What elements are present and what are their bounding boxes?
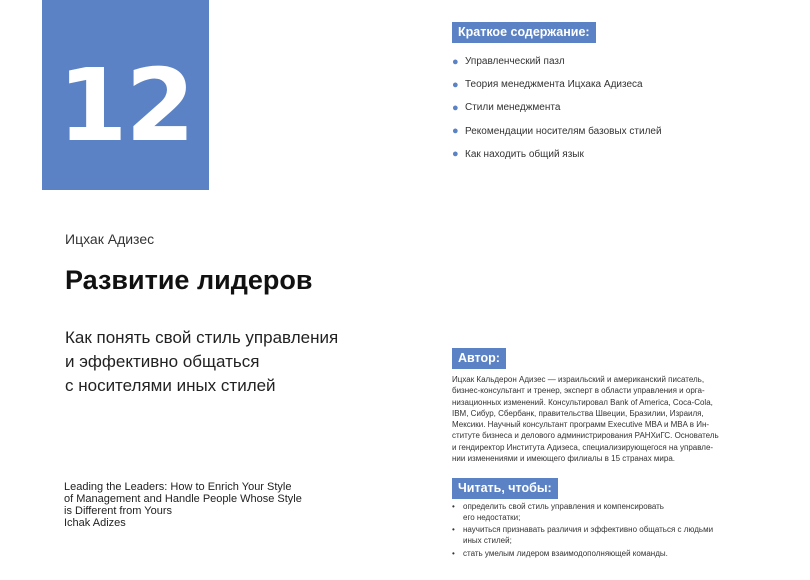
chapter-number-block [42,0,209,190]
read-item: • научиться признавать различия и эффективно общаться с людьми иных стилей; [452,525,714,546]
author-bio-line: Ицхак Кальдерон Адизес — израильский и американский писатель, [452,375,705,384]
summary-heading: Краткое содержание: [452,22,596,43]
author-bio-line: нии изменениями и имеющего филиалы в 15 странах мира. [452,454,676,464]
bullet-icon: • [452,502,455,511]
bullet-icon: ● [452,148,459,161]
summary-item: ● Управленческий пазл [452,55,565,68]
bullet-icon: ● [452,78,459,91]
original-title-line: Leading the Leaders: How to Enrich Your Style [64,481,292,493]
bullet-icon: • [452,548,455,558]
read-list [452,502,713,562]
author-bio-line: ституте бизнеса и делового администрирования РАНХиГС. Основатель [452,431,719,441]
chapter-number: 12 [57,46,194,164]
author-bio-line: Мексики. Научный консультант программ Executive MBA и MBA в Ин- [452,420,710,430]
author-bio-line: IBM, Сибур, Сбербанк, правительства Швеции, Бразилии, Израиля, [452,408,704,418]
author-bio-line: и гендиректор Института Адизеса, специализирующегося на управле- [452,442,714,452]
original-title-block [64,481,364,529]
read-item: • определить свой стиль управления и компенсировать его недостатки; [452,502,664,522]
bullet-icon: ● [452,55,459,68]
summary-item: ● Как находить общий язык [452,148,584,161]
bullet-icon: ● [452,125,459,138]
read-item: • стать умелым лидером взаимодополняющей команды. [452,548,668,558]
summary-list [452,50,662,166]
author-bio [452,374,752,464]
author-bio-line: низационных изменений. Консультировал Bank of America, Coca-Cola, [452,397,713,407]
book-subtitle: Как понять свой стиль управления и эффективно общаться с носителями иных стилей [65,328,339,395]
author-heading: Автор: [452,348,506,369]
bullet-icon: • [452,525,455,535]
original-title-line: is Different from Yours [64,505,173,517]
author-name: Ицхак Адизес [65,231,155,247]
read-heading: Читать, чтобы: [452,478,558,499]
summary-item: ● Теория менеджмента Ицхака Адизеса [452,78,643,91]
summary-item: ● Рекомендации носителям базовых стилей [452,125,662,138]
original-author: Ichak Adizes [64,517,126,529]
author-bio-line: бизнес-консультант и тренер, эксперт в области управления и орга- [452,386,705,396]
original-title-line: of Management and Handle People Whose Style [64,493,302,505]
bullet-icon: ● [452,101,459,114]
book-title: Развитие лидеров [65,265,313,295]
summary-item: ● Стили менеджмента [452,101,561,114]
